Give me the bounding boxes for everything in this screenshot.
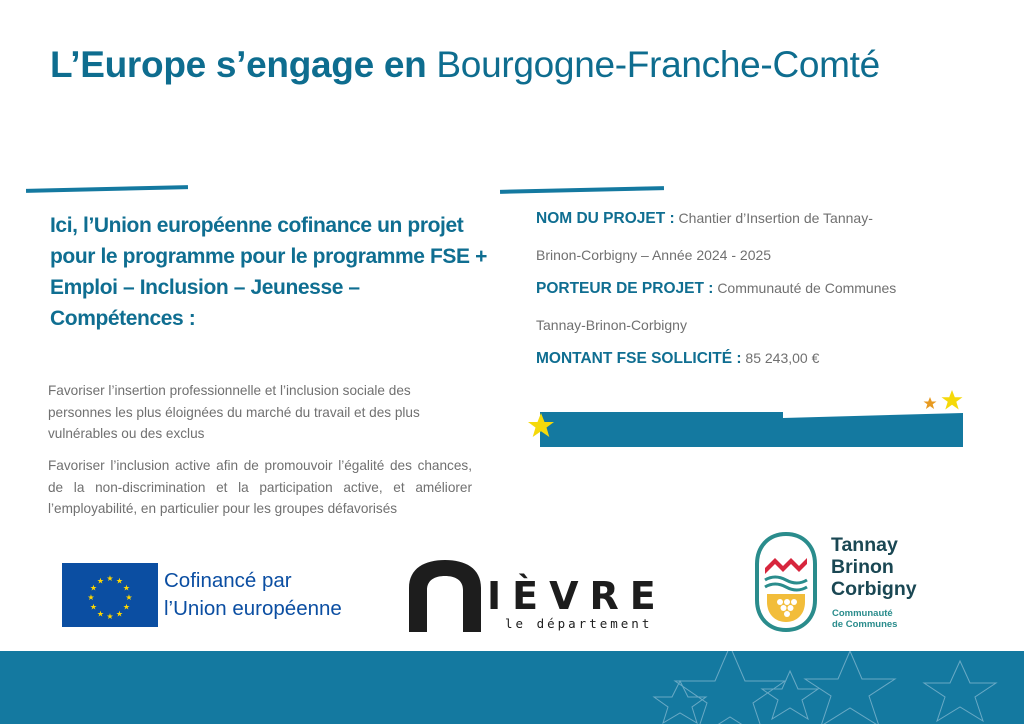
tbc-subtitle	[832, 608, 897, 630]
eu-text-line1: Cofinancé par	[164, 569, 292, 592]
svg-text:★: ★	[96, 609, 105, 619]
project-holder-value: Communauté de Communes Tannay-Brinon-Corbigny	[536, 280, 897, 333]
title-region: Bourgogne-Franche-Comté	[436, 44, 880, 85]
objective-1: Favoriser l’insertion professionnelle et l’inclusion sociale des personnes les plus éloignées du marché du travail et des plus vulnérables ou des exclus	[48, 383, 420, 441]
eu-flag-icon	[62, 563, 158, 627]
tbc-sub-line1: Communauté	[832, 608, 893, 619]
tbc-name	[831, 534, 917, 600]
tbc-emblem-icon	[753, 530, 819, 634]
nievre-wordmark: IÈVRE	[487, 574, 667, 618]
eu-cofinance-text	[164, 567, 342, 623]
tbc-name-line2: Brinon	[831, 556, 894, 578]
footer-star-pattern	[0, 651, 1024, 724]
objective-2: Favoriser l’inclusion active afin de promouvoir l’égalité des chances, de la non-discrimination et la participation active, et améliorer l’employabilité, en particulier pour les groupes défavorisés	[48, 458, 472, 516]
project-amount-value: 85 243,00 €	[745, 350, 820, 366]
svg-text:★: ★	[122, 583, 131, 593]
title-main: L’Europe s’engage en	[50, 44, 427, 85]
project-holder-label: PORTEUR DE PROJET :	[536, 280, 714, 297]
project-holder	[536, 270, 916, 344]
tbc-sub-line2: de Communes	[832, 619, 898, 630]
eu-text-line2: l’Union européenne	[164, 597, 342, 620]
project-amount-label: MONTANT FSE SOLLICITÉ :	[536, 350, 742, 367]
svg-text:★: ★	[125, 593, 133, 602]
page-title	[50, 44, 880, 86]
nievre-logo	[405, 556, 680, 636]
tbc-name-line3: Corbigny	[831, 578, 917, 600]
svg-text:★: ★	[106, 612, 114, 621]
intro-text: Ici, l’Union européenne cofinance un projet pour le programme pour le programme FSE + Emploi – Inclusion – Jeunesse – Compétences :	[50, 214, 487, 330]
svg-text:★: ★	[89, 583, 98, 593]
svg-text:★: ★	[96, 576, 105, 586]
project-name	[536, 200, 916, 274]
footer-band	[0, 651, 1024, 724]
svg-text:★: ★	[122, 602, 131, 612]
tbc-logo	[753, 530, 968, 640]
left-accent-line	[26, 185, 188, 193]
project-name-label: NOM DU PROJET :	[536, 210, 675, 227]
svg-text:★: ★	[115, 609, 124, 619]
eu-cofinance-logo	[62, 563, 362, 627]
project-name-value: Chantier d’Insertion de Tannay-Brinon-Corbigny – Année 2024 - 2025	[536, 210, 873, 263]
svg-text:★: ★	[89, 602, 98, 612]
nievre-n-logo	[405, 558, 485, 634]
nievre-subtitle: le département	[505, 616, 653, 631]
star-icon	[924, 397, 937, 409]
svg-text:★: ★	[87, 593, 95, 602]
tbc-name-line1: Tannay	[831, 534, 898, 556]
svg-text:★: ★	[115, 576, 124, 586]
svg-text:★: ★	[106, 574, 114, 583]
project-amount	[536, 340, 916, 377]
flag-banner	[525, 385, 970, 460]
right-accent-line	[500, 186, 664, 194]
star-icon	[942, 390, 963, 410]
